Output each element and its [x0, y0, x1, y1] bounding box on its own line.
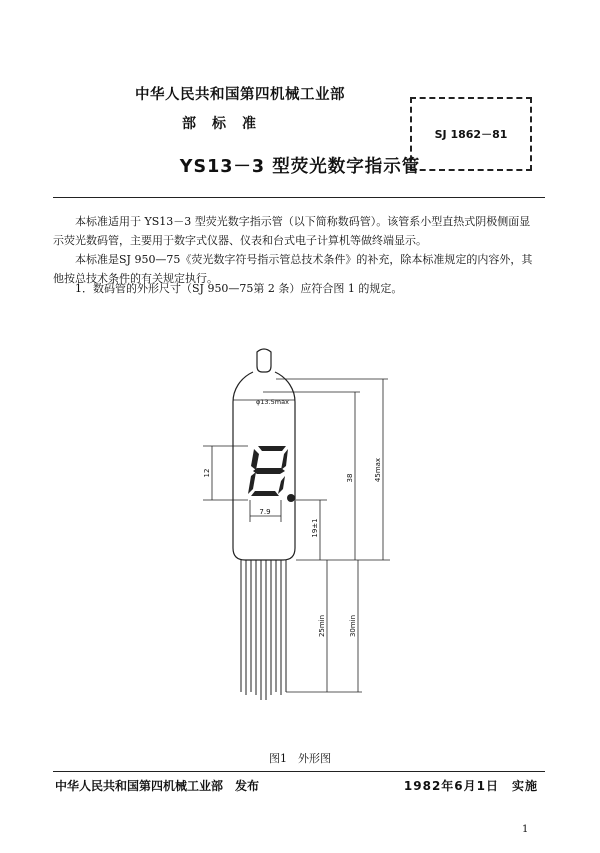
document-title: YS13－3 型荧光数字指示管	[179, 157, 421, 177]
footer-rule	[53, 771, 545, 772]
ministry-name: 中华人民共和国第四机械工业部	[135, 87, 345, 103]
lead-wires	[241, 560, 286, 700]
seven-segment-digit	[248, 446, 295, 502]
paragraph-scope: 本标准适用于 YS13－3 型荧光数字指示管（以下简称数码管）。该管系小型直热式阴极侧面显示荧光数码管，主要用于数字式仪器、仪表和台式电子计算机等做终端显示。	[53, 215, 531, 247]
dim-digit-offset: 19±1	[311, 518, 319, 538]
dim-digit-width: 7.9	[259, 508, 271, 516]
dim-body-length: 38	[346, 473, 354, 483]
dim-diameter: φ13.5max	[256, 398, 289, 406]
exhaust-tip	[257, 349, 271, 372]
standard-number: SJ 1862－81	[434, 128, 508, 141]
dim-lead-length: 25min	[318, 614, 326, 638]
dim-lead-total: 30min	[349, 614, 357, 638]
effective-date: 1982年6月1日 实施	[403, 779, 538, 793]
dim-total-length: 45max	[374, 457, 382, 483]
publisher-line: 中华人民共和国第四机械工业部 发布	[55, 779, 260, 793]
standard-type: 部标准	[182, 116, 272, 132]
dim-digit-height: 12	[203, 468, 211, 478]
figure-caption: 图1 外形图	[269, 752, 331, 765]
paragraph-supplement: 本标准是SJ 950—75《荧光数字符号指示管总技术条件》的补充，除本标准规定的内容外，其他按总技术条件的有关规定执行。	[53, 253, 533, 285]
page-number: 1	[522, 824, 529, 835]
decimal-point	[287, 494, 295, 502]
paragraph-dimensions: 1．数码管的外形尺寸（SJ 950—75第 2 条）应符合图 1 的规定。	[75, 282, 403, 295]
